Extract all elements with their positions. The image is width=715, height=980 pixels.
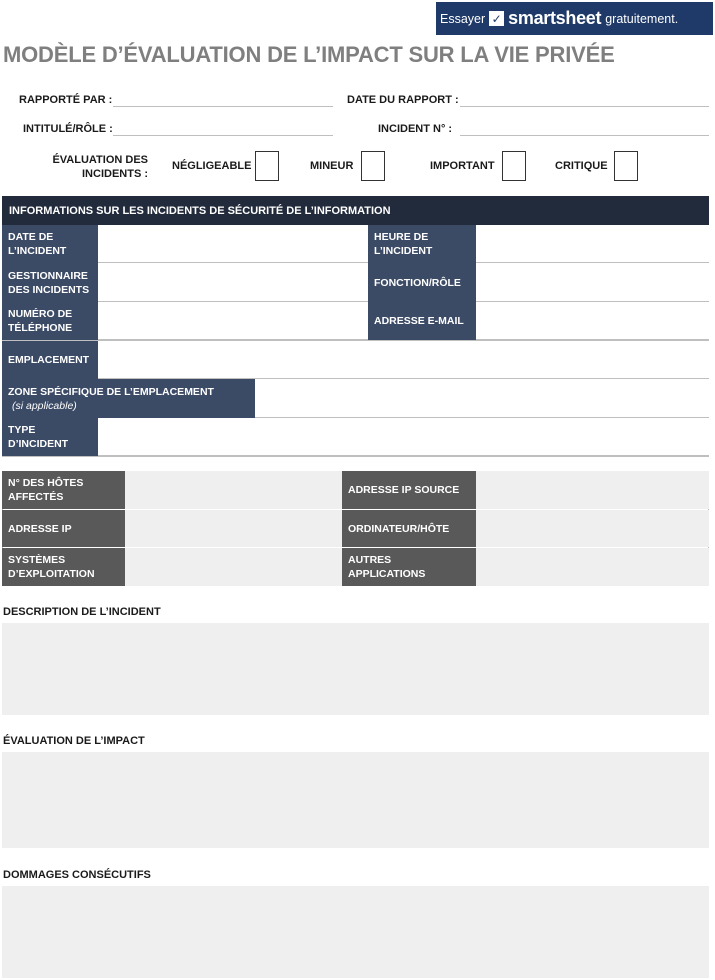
affected-hosts-field[interactable] — [125, 471, 342, 509]
operating-systems-label: SYSTÈMES D’EXPLOITATION — [2, 548, 125, 586]
option-minor-label: MINEUR — [310, 160, 354, 172]
incident-manager-field[interactable] — [98, 263, 368, 302]
incident-number-label: INCIDENT N° : — [378, 123, 453, 135]
operating-systems-field[interactable] — [125, 548, 342, 586]
incident-description-heading: DESCRIPTION DE L’INCIDENT — [3, 606, 161, 618]
incident-description-field[interactable] — [2, 623, 709, 715]
other-applications-field[interactable] — [476, 548, 709, 586]
source-ip-label: ADRESSE IP SOURCE — [342, 471, 476, 509]
affected-hosts-label: N° DES HÔTES AFFECTÉS — [2, 471, 125, 509]
incident-manager-label: GESTIONNAIRE DES INCIDENTS — [2, 263, 98, 302]
incident-time-field[interactable] — [476, 225, 709, 263]
incident-type-field[interactable] — [98, 418, 709, 456]
specific-zone-note: (si applicable) — [12, 399, 77, 412]
incident-number-field[interactable] — [460, 135, 709, 136]
option-negligible-label: NÉGLIGEABLE — [172, 160, 252, 172]
source-ip-field[interactable] — [476, 471, 709, 509]
negligible-checkbox[interactable] — [255, 151, 279, 181]
page-title: MODÈLE D’ÉVALUATION DE L’IMPACT SUR LA VIE PRIVÉE — [3, 42, 615, 67]
title-role-field[interactable] — [113, 135, 333, 136]
title-role-label: INTITULÉ/RÔLE : — [23, 123, 113, 135]
specific-zone-label: ZONE SPÉCIFIQUE DE L’EMPLACEMENT (si applicable) — [2, 379, 255, 418]
important-checkbox[interactable] — [502, 151, 526, 181]
location-field[interactable] — [98, 341, 709, 379]
email-label: ADRESSE E-MAIL — [368, 302, 476, 340]
info-section-header: INFORMATIONS SUR LES INCIDENTS DE SÉCURITÉ DE L’INFORMATION — [2, 196, 709, 225]
minor-checkbox[interactable] — [361, 151, 385, 181]
consequential-damages-heading: DOMMAGES CONSÉCUTIFS — [3, 869, 151, 881]
computer-host-label: ORDINATEUR/HÔTE — [342, 510, 476, 547]
smartsheet-trial-banner[interactable] — [436, 2, 713, 35]
smartsheet-logo-check-icon: ✓ — [489, 11, 504, 26]
function-role-label: FONCTION/RÔLE — [368, 263, 476, 302]
specific-zone-field[interactable] — [255, 379, 709, 418]
incident-type-label: TYPE D’INCIDENT — [2, 418, 98, 456]
reported-by-label: RAPPORTÉ PAR : — [19, 94, 113, 106]
incident-evaluation-label-line1: ÉVALUATION DES — [52, 154, 148, 166]
impact-evaluation-field[interactable] — [2, 752, 709, 848]
incident-date-field[interactable] — [98, 225, 368, 263]
incident-time-label: HEURE DE L’INCIDENT — [368, 225, 476, 263]
other-applications-label: AUTRES APPLICATIONS — [342, 548, 476, 586]
phone-number-label: NUMÉRO DE TÉLÉPHONE — [2, 302, 98, 340]
banner-free-text: gratuitement. — [605, 11, 679, 26]
option-critical-label: CRITIQUE — [555, 160, 608, 172]
incident-date-label: DATE DE L’INCIDENT — [2, 225, 98, 263]
phone-number-field[interactable] — [98, 302, 368, 340]
report-date-label: DATE DU RAPPORT : — [347, 94, 459, 106]
incident-evaluation-label-line2: INCIDENTS : — [82, 168, 148, 180]
banner-brand-text: smartsheet — [508, 8, 602, 28]
ip-address-label: ADRESSE IP — [2, 510, 125, 547]
ip-address-field[interactable] — [125, 510, 342, 547]
consequential-damages-field[interactable] — [2, 886, 709, 978]
function-role-field[interactable] — [476, 263, 709, 302]
report-date-field[interactable] — [460, 106, 709, 107]
computer-host-field[interactable] — [476, 510, 709, 547]
incident-evaluation-label — [30, 153, 148, 181]
impact-evaluation-heading: ÉVALUATION DE L’IMPACT — [3, 735, 145, 747]
reported-by-field[interactable] — [113, 106, 333, 107]
banner-try-text: Essayer — [440, 11, 486, 26]
email-field[interactable] — [476, 302, 709, 340]
option-important-label: IMPORTANT — [430, 160, 495, 172]
location-label: EMPLACEMENT — [2, 341, 98, 379]
critical-checkbox[interactable] — [614, 151, 638, 181]
